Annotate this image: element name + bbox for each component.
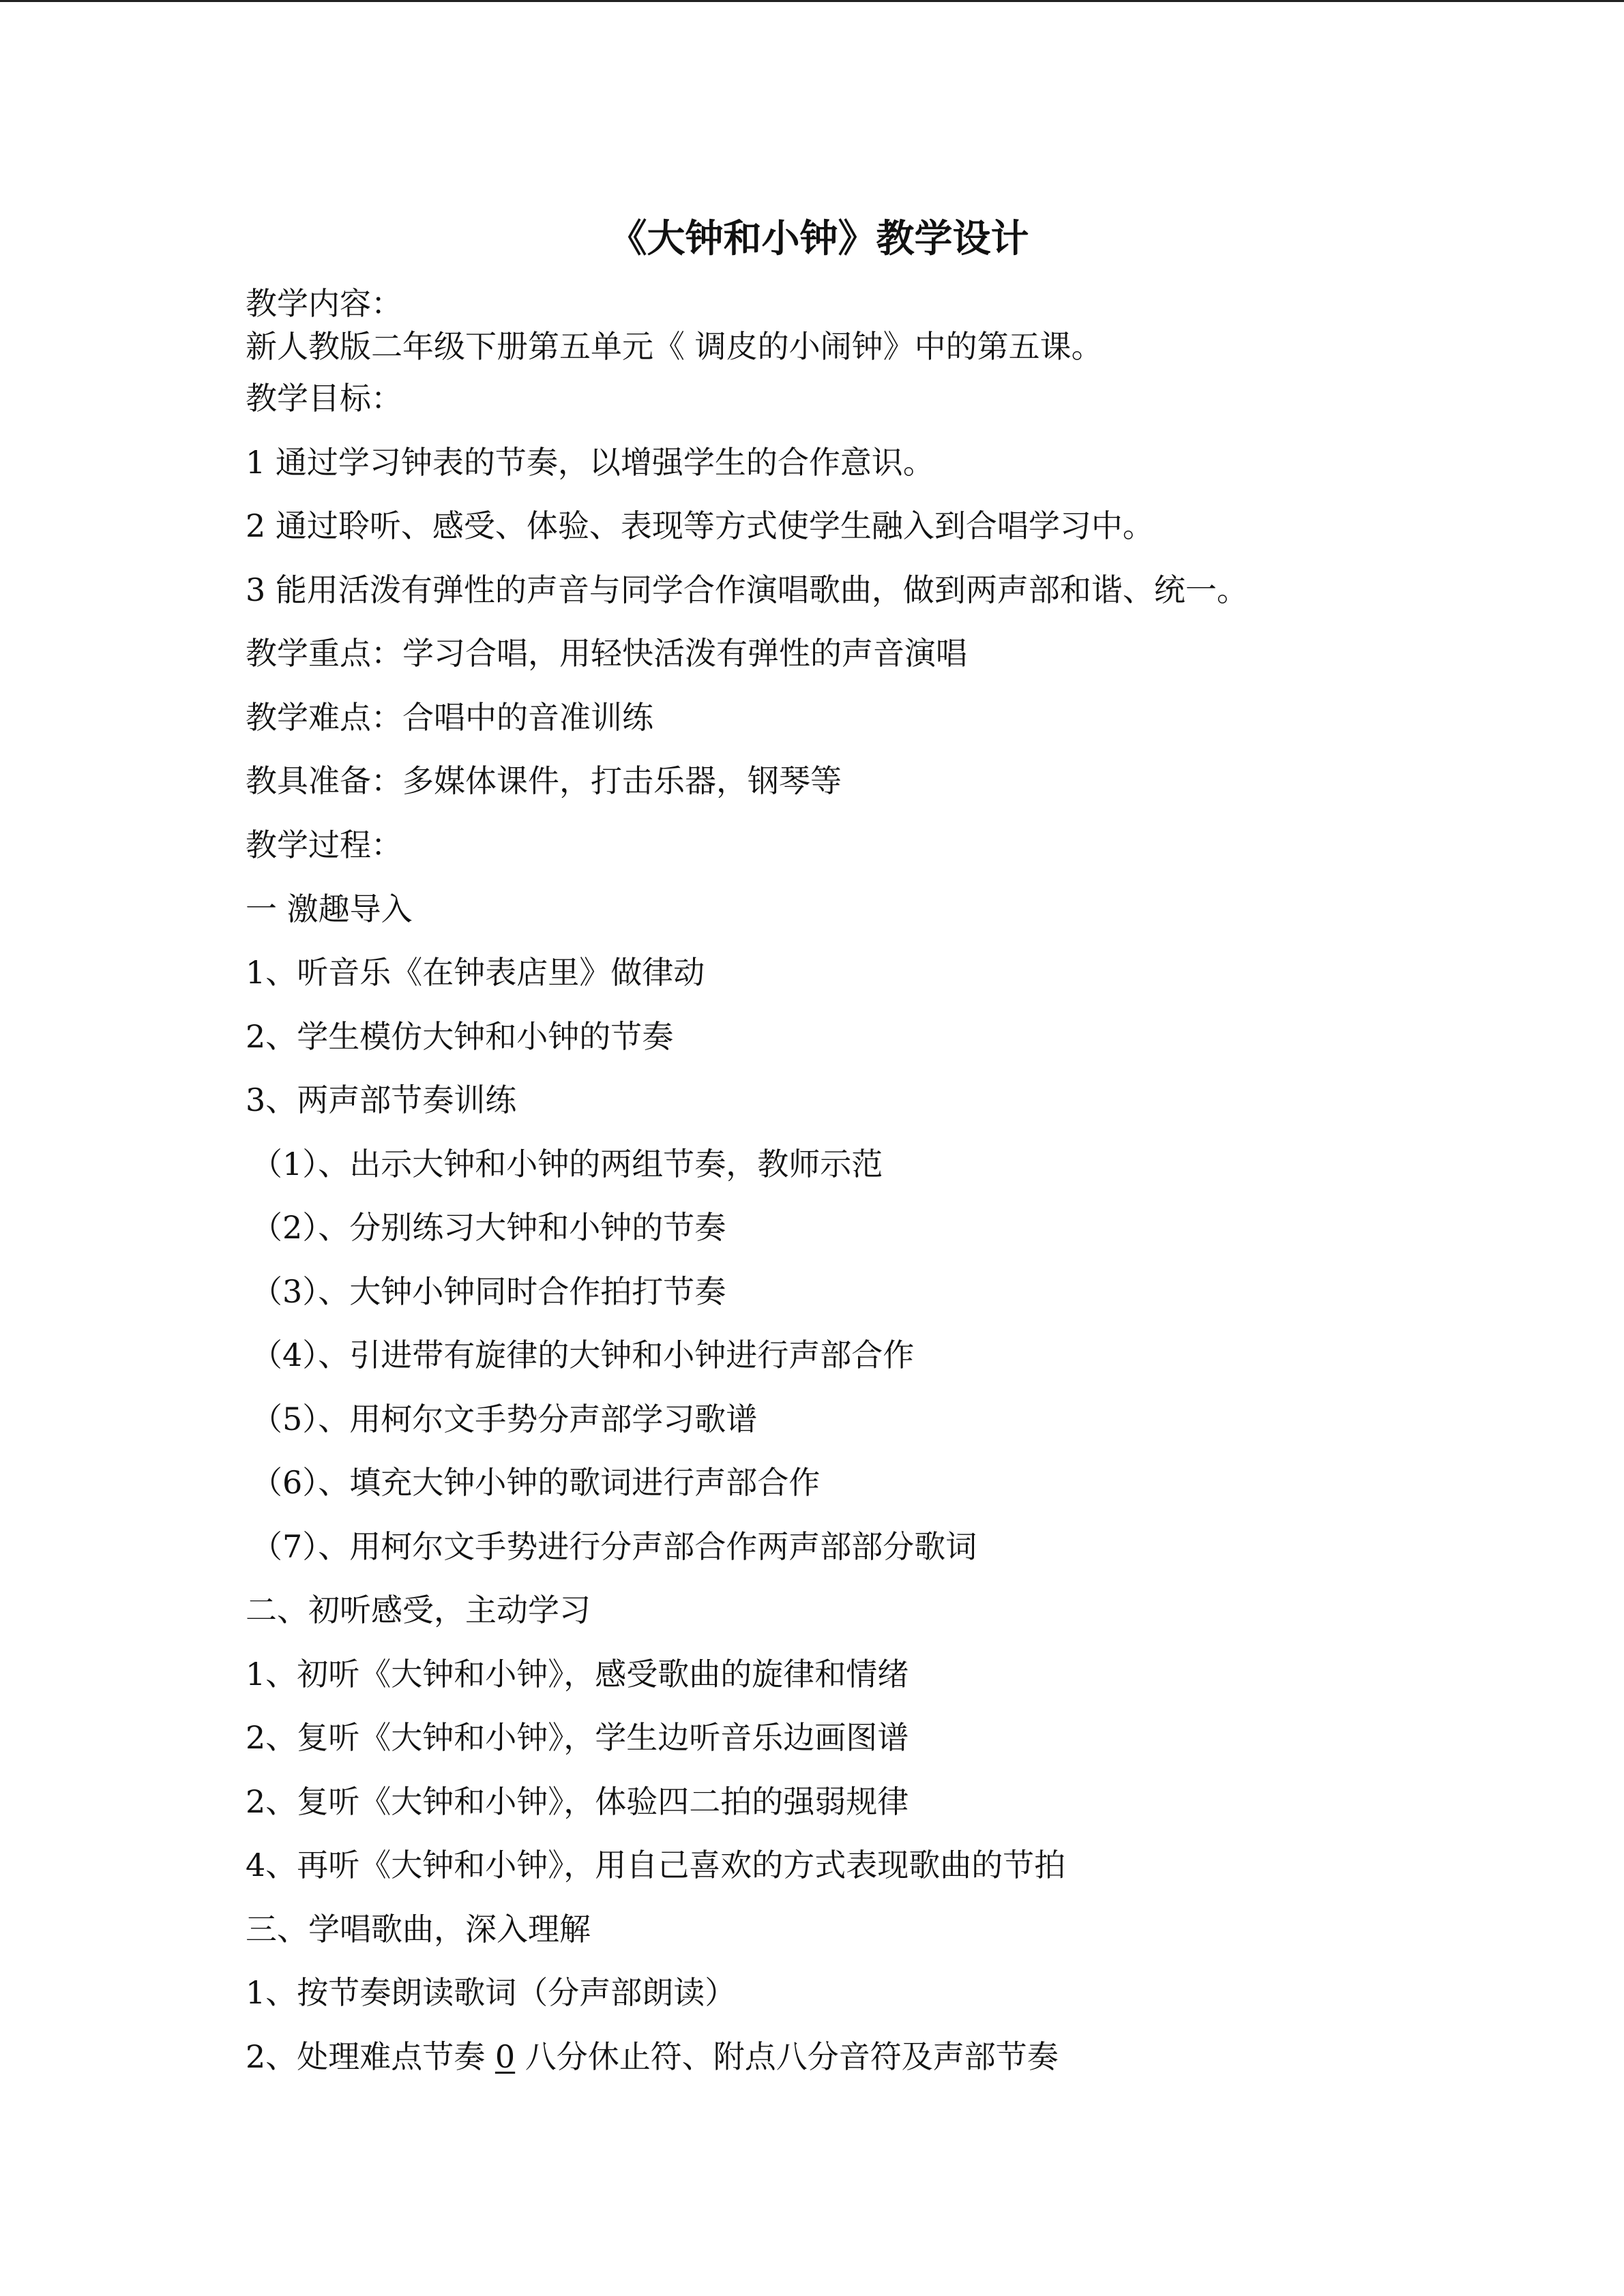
materials: 教具准备：多媒体课件，打击乐器，钢琴等 bbox=[246, 762, 842, 799]
list-item: 1、听音乐《在钟表店里》做律动 bbox=[246, 954, 705, 991]
sub-list-item: （7）、用柯尔文手势进行分声部合作两声部部分歌词 bbox=[251, 1528, 977, 1565]
list-item bbox=[246, 2036, 1059, 2077]
list-item: 1、按节奏朗读歌词（分声部朗读） bbox=[246, 1974, 737, 2011]
sub-list-item: （4）、引进带有旋律的大钟和小钟进行声部合作 bbox=[251, 1337, 915, 1373]
process-label: 教学过程： bbox=[246, 826, 402, 863]
sub-list-item: （2）、分别练习大钟和小钟的节奏 bbox=[251, 1209, 726, 1246]
list-item: 1、初听《大钟和小钟》，感受歌曲的旋律和情绪 bbox=[246, 1656, 909, 1693]
section-heading: 一 激趣导入 bbox=[246, 891, 413, 927]
goals-label: 教学目标： bbox=[246, 380, 402, 417]
difficult-point: 教学难点：合唱中的音准训练 bbox=[246, 699, 653, 736]
page-title: 《大钟和小钟》教学设计 bbox=[608, 216, 1029, 261]
sub-list-item: （5）、用柯尔文手势分声部学习歌谱 bbox=[251, 1401, 758, 1437]
content-text: 新人教版二年级下册第五单元《 调皮的小闹钟》中的第五课。 bbox=[246, 328, 1103, 365]
rest-note-zero: 0 bbox=[494, 2038, 516, 2075]
goal-item: 2 通过聆听、感受、体验、表现等方式使学生融入到合唱学习中。 bbox=[246, 507, 1154, 544]
section-heading: 二、初听感受，主动学习 bbox=[246, 1592, 591, 1628]
page-top-border bbox=[0, 0, 1624, 2]
list-item: 3、两声部节奏训练 bbox=[246, 1082, 517, 1118]
list-item: 2、学生模仿大钟和小钟的节奏 bbox=[246, 1018, 674, 1055]
goal-item: 3 能用活泼有弹性的声音与同学合作演唱歌曲，做到两声部和谐、统一。 bbox=[246, 571, 1248, 608]
sub-list-item: （1）、出示大钟和小钟的两组节奏，教师示范 bbox=[251, 1146, 883, 1182]
sub-list-item: （6）、填充大钟小钟的歌词进行声部合作 bbox=[251, 1464, 821, 1501]
list-item-prefix: 2、处理难点节奏 bbox=[246, 2038, 495, 2075]
list-item: 2、复听《大钟和小钟》，体验四二拍的强弱规律 bbox=[246, 1783, 909, 1820]
section-heading: 三、学唱歌曲，深入理解 bbox=[246, 1911, 591, 1948]
list-item: 2、复听《大钟和小钟》，学生边听音乐边画图谱 bbox=[246, 1719, 909, 1756]
sub-list-item: （3）、大钟小钟同时合作拍打节奏 bbox=[251, 1273, 726, 1310]
key-point: 教学重点：学习合唱，用轻快活泼有弹性的声音演唱 bbox=[246, 635, 967, 672]
list-item-suffix: 八分休止符、附点八分音符及声部节奏 bbox=[515, 2038, 1059, 2075]
list-item: 4、再听《大钟和小钟》，用自己喜欢的方式表现歌曲的节拍 bbox=[246, 1847, 1066, 1883]
goal-item: 1 通过学习钟表的节奏，以增强学生的合作意识。 bbox=[246, 444, 934, 481]
content-label: 教学内容： bbox=[246, 285, 402, 322]
